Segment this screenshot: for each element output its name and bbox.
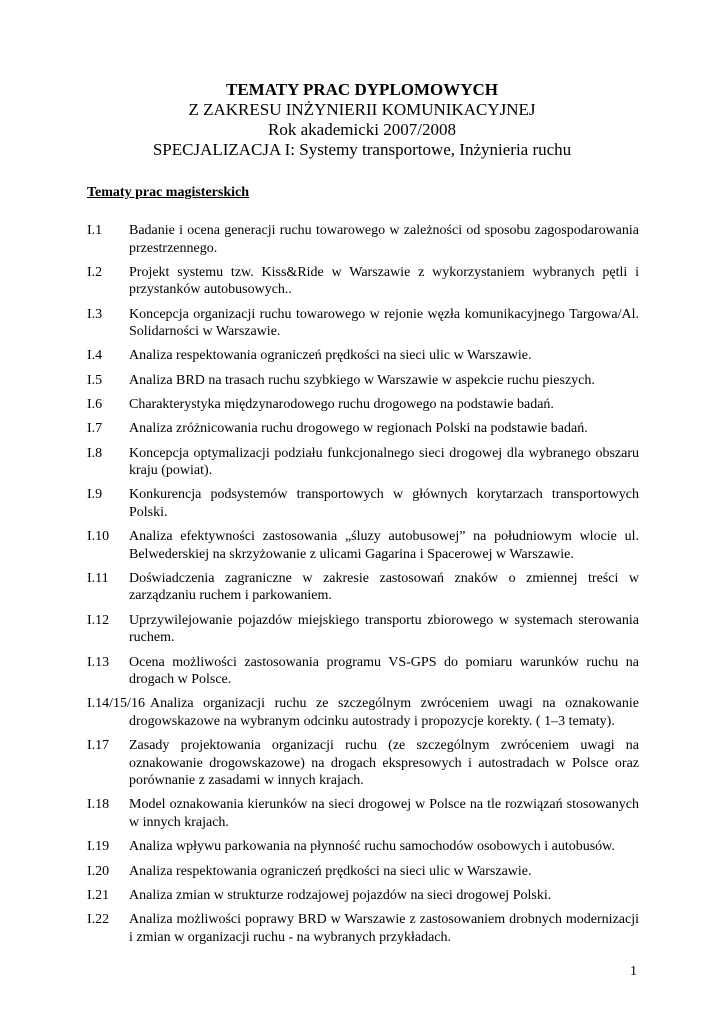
topic-number: I.17 bbox=[87, 738, 110, 754]
document-header bbox=[0, 80, 724, 160]
list-item bbox=[87, 528, 639, 563]
topic-number: I.3 bbox=[87, 306, 103, 322]
list-item bbox=[87, 372, 639, 390]
topic-text: Charakterystyka międzynarodowego ruchu drogowego na podstawie badań. bbox=[129, 396, 554, 412]
list-item bbox=[87, 306, 639, 341]
topic-number: I.14/15/16 bbox=[87, 696, 145, 712]
topic-number: I.9 bbox=[87, 487, 103, 503]
page-number: 1 bbox=[630, 964, 637, 979]
topic-text: Analiza zmian w strukturze rodzajowej pojazdów na sieci drogowej Polski. bbox=[129, 887, 552, 903]
topic-text: Analiza respektowania ograniczeń prędkości na sieci ulic w Warszawie. bbox=[129, 863, 532, 879]
topic-text: Konkurencja podsystemów transportowych w głównych korytarzach transportowych Polski. bbox=[129, 487, 639, 520]
list-item bbox=[87, 612, 639, 647]
header-subject-line: Z ZAKRESU INŻYNIERII KOMUNIKACYJNEJ bbox=[188, 100, 536, 119]
header-academic-year: Rok akademicki 2007/2008 bbox=[268, 120, 456, 139]
list-item bbox=[87, 838, 639, 856]
topic-text: Projekt systemu tzw. Kiss&Ride w Warszawie z wykorzystaniem wybranych pętli i przystanków autobusowych.. bbox=[129, 264, 639, 298]
list-item bbox=[87, 347, 639, 365]
header-specialization: SPECJALIZACJA I: Systemy transportowe, Inżynieria ruchu bbox=[152, 140, 572, 159]
topic-number: I.21 bbox=[87, 887, 110, 903]
list-item bbox=[87, 796, 639, 831]
topic-number: I.12 bbox=[87, 612, 110, 628]
list-item bbox=[87, 486, 639, 521]
topic-text: Analiza BRD na trasach ruchu szybkiego w Warszawie w aspekcie ruchu pieszych. bbox=[129, 372, 595, 388]
topic-text: Analiza respektowania ograniczeń prędkości na sieci ulic w Warszawie. bbox=[129, 348, 532, 364]
topic-text: Analiza efektywności zastosowania „śluzy autobusowej” na południowym wlocie ul. Belwederskiej na skrzyżowanie z ulicami Gagarina i Spacerowej w Warszawie. bbox=[129, 529, 639, 562]
list-item bbox=[87, 264, 639, 299]
topic-number: I.10 bbox=[87, 529, 110, 545]
topic-number: I.5 bbox=[87, 372, 103, 388]
topic-number: I.13 bbox=[87, 654, 110, 670]
topics-list bbox=[87, 222, 639, 953]
topic-text: Badanie i ocena generacji ruchu towarowego w zależności od sposobu zagospodarowania przestrzennego. bbox=[129, 223, 639, 256]
topic-number: I.19 bbox=[87, 839, 110, 855]
list-item bbox=[87, 911, 639, 946]
topic-text: Zasady projektowania organizacji ruchu (ze szczególnym zwróceniem uwagi na oznakowanie drogowskazowe) na drogach ekspresowych i autostradach w Polsce oraz porównanie z zasadami w innych krajach. bbox=[129, 738, 639, 789]
topic-number: I.6 bbox=[87, 396, 103, 412]
topic-text: Model oznakowania kierunków na sieci drogowej w Polsce na tle rozwiązań stosowanych w innych krajach. bbox=[129, 797, 639, 830]
topic-number: I.7 bbox=[87, 421, 103, 437]
topic-number: I.18 bbox=[87, 797, 110, 813]
topic-text: Doświadczenia zagraniczne w zakresie zastosowań znaków o zmiennej treści w zarządzaniu ruchem i parkowaniem. bbox=[129, 570, 639, 604]
topic-text: Analiza organizacji ruchu ze szczególnym zwróceniem uwagi na oznakowanie drogowskazowe na wybranym odcinku autostrady i propozycje korekty. ( 1–3 tematy). bbox=[129, 696, 639, 729]
list-item bbox=[87, 445, 639, 480]
list-item bbox=[87, 570, 639, 605]
topic-number: I.20 bbox=[87, 863, 110, 879]
list-item bbox=[87, 222, 639, 257]
list-item bbox=[87, 737, 639, 790]
topic-number: I.11 bbox=[87, 570, 109, 586]
list-item bbox=[87, 863, 639, 881]
topic-number: I.1 bbox=[87, 223, 103, 238]
list-item bbox=[87, 654, 639, 689]
list-item bbox=[87, 695, 639, 730]
topic-number: I.22 bbox=[87, 912, 110, 928]
list-item bbox=[87, 396, 639, 414]
list-item bbox=[87, 420, 639, 438]
topic-number: I.4 bbox=[87, 348, 103, 364]
topic-text: Koncepcja optymalizacji podziału funkcjonalnego sieci drogowej dla wybranego obszaru kraju (powiat). bbox=[129, 445, 639, 479]
document-title: TEMATY PRAC DYPLOMOWYCH bbox=[226, 80, 498, 99]
topic-text: Ocena możliwości zastosowania programu VS-GPS do pomiaru warunków ruchu na drogach w Polsce. bbox=[129, 654, 639, 688]
section-heading: Tematy prac magisterskich bbox=[87, 185, 250, 200]
topic-number: I.2 bbox=[87, 264, 103, 280]
topic-text: Analiza zróżnicowania ruchu drogowego w regionach Polski na podstawie badań. bbox=[129, 421, 588, 437]
topic-text: Analiza możliwości poprawy BRD w Warszawie z zastosowaniem drobnych modernizacji i zmian w organizacji ruchu - na wybranych przykładach. bbox=[129, 912, 639, 945]
list-item bbox=[87, 887, 639, 905]
topic-text: Uprzywilejowanie pojazdów miejskiego transportu zbiorowego w systemach sterowania ruchem. bbox=[129, 612, 639, 646]
topic-number: I.8 bbox=[87, 445, 103, 461]
topic-text: Analiza wpływu parkowania na płynność ruchu samochodów osobowych i autobusów. bbox=[129, 839, 615, 855]
topic-text: Koncepcja organizacji ruchu towarowego w rejonie węzła komunikacyjnego Targowa/Al. Solidarności w Warszawie. bbox=[129, 306, 639, 340]
